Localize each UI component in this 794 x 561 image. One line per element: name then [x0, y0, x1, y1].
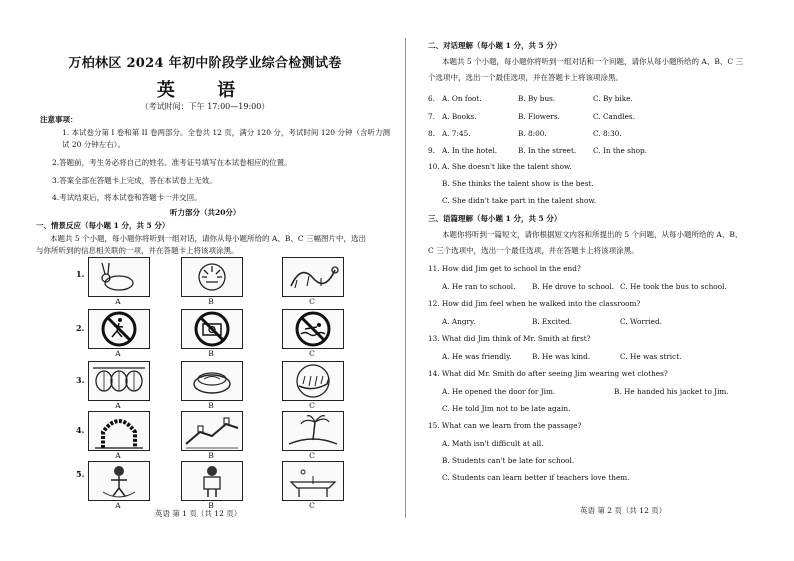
- q12-option-b: B. Excited.: [532, 317, 573, 326]
- section3-heading: 三、语篇理解（每小题 1 分，共 5 分）: [428, 214, 562, 223]
- q12-option-c: C. Worried.: [620, 317, 662, 326]
- q13-stem: 13. What did Jim think of Mr. Smith at first?: [428, 334, 591, 343]
- picture-row: [70, 359, 370, 411]
- section3-instruction: C 三个选项中，选出一个最佳选项，并在答题卡上将该项涂黑。: [428, 246, 639, 255]
- option-label: B: [208, 401, 214, 410]
- ping-pong-icon: [282, 461, 344, 501]
- section1-heading: 一、情景反应（每小题 1 分，共 5 分）: [36, 221, 170, 230]
- option-label: B: [208, 349, 214, 358]
- q14-option-a: A. He opened the door for Jim.: [442, 387, 556, 396]
- option-label: A: [115, 401, 121, 410]
- option-label: A: [115, 501, 121, 510]
- q14-option-b: B. He handed his jacket to Jim.: [614, 387, 729, 396]
- option-c: C. Candles.: [593, 112, 635, 121]
- page-divider: [405, 38, 406, 518]
- picture-row: [70, 411, 370, 463]
- q12-stem: 12. How did Jim feel when he walked into the classroom?: [428, 299, 641, 308]
- q15-stem: 15. What can we learn from the passage?: [428, 421, 582, 430]
- listening-heading: 听力部分（共20分）: [170, 208, 241, 217]
- section2-instruction: 本题共 5 个小题，每小题你将听到一组对话和一个问题，请你从每小题所给的 A、B、C 三: [442, 57, 743, 66]
- option-label: B: [208, 297, 214, 306]
- question-number: 8.: [428, 129, 435, 138]
- q13-option-a: A. He was friendly.: [442, 352, 512, 361]
- question-number: 2.: [76, 323, 85, 333]
- note-line: 1. 本试卷分第 I 卷和第 II 卷两部分。全卷共 12 页，满分 120 分，考试时间 120 分钟（含听力测: [62, 128, 390, 137]
- option-label: C: [309, 297, 315, 306]
- section1-instruction: 本题共 5 个小题，每小题你将听到一组对话，请你从每小题所给的 A、B、C 三幅图片中，选出: [50, 234, 366, 243]
- option-a: A. On foot.: [442, 94, 482, 103]
- question-number: 1.: [76, 269, 85, 279]
- option-label: A: [115, 297, 121, 306]
- dragon-boat-icon: [282, 361, 344, 401]
- q11-option-a: A. He ran to school.: [442, 282, 516, 291]
- note-line: 2.答题前，考生务必将自己的姓名、准考证号填写在本试卷相应的位置。: [52, 158, 292, 167]
- q11-stem: 11. How did Jim get to school in the end?: [428, 264, 581, 273]
- option-c: C. 8:30.: [593, 129, 622, 138]
- q11-option-c: C. He took the bus to school.: [620, 282, 727, 291]
- exam-subject: 英 语: [156, 80, 254, 101]
- picture-row: [70, 307, 370, 359]
- question-number: 3.: [76, 375, 85, 385]
- question-number: 9.: [428, 146, 435, 155]
- option-b: B. By bus.: [518, 94, 556, 103]
- q15-option-c: C. Students can learn better if teachers love them.: [442, 473, 630, 482]
- option-label: B: [208, 451, 214, 460]
- section1-instruction: 与你所听到的信息相关联的一项，并在答题卡上将该项涂黑。: [36, 246, 239, 255]
- question-number: 5.: [76, 469, 85, 479]
- section2-questions: [428, 90, 768, 170]
- q10-option-b: B. She thinks the talent show is the best.: [442, 179, 594, 188]
- question-number: 7.: [428, 112, 435, 121]
- note-line: 3.答案全部在答题卡上完成，答在本试卷上无效。: [52, 176, 217, 185]
- option-label: C: [309, 501, 315, 510]
- option-a: A. 7:45.: [442, 129, 471, 138]
- q13-option-b: B. He was kind.: [532, 352, 591, 361]
- option-a: A. In the hotel.: [442, 146, 498, 155]
- rabbit-icon: [88, 257, 150, 297]
- option-b: B. Flowers.: [518, 112, 560, 121]
- q15-option-b: B. Students can't be late for school.: [442, 456, 575, 465]
- q14-stem: 14. What did Mr. Smith do after seeing Jim wearing wet clothes?: [428, 369, 668, 378]
- q11-option-b: B. He drove to school.: [532, 282, 614, 291]
- question-number: 4.: [76, 425, 85, 435]
- page-footer-right: 英语 第 2 页（共 12 页）: [580, 506, 667, 515]
- page-footer-left: 英语 第 1 页（共 12 页）: [155, 509, 242, 518]
- q13-option-c: C. He was strict.: [620, 352, 682, 361]
- no-swimming-icon: [282, 309, 344, 349]
- option-label: A: [115, 451, 121, 460]
- question-number: 6.: [428, 94, 435, 103]
- option-c: C. In the shop.: [593, 146, 647, 155]
- great-wall-icon: [181, 411, 243, 451]
- q14-option-c: C. He told Jim not to be late again.: [442, 404, 571, 413]
- picture-row: [70, 461, 370, 513]
- option-label: C: [309, 349, 315, 358]
- boy-jumping-icon: [88, 461, 150, 501]
- section2-instruction: 个选项中，选出一个最佳选项，并在答题卡上将该项涂黑。: [428, 73, 623, 82]
- notes-heading: 注意事项：: [40, 115, 78, 124]
- exam-time: （考试时间：下午 17:00—19:00）: [140, 102, 270, 111]
- tiger-icon: [181, 257, 243, 297]
- option-c: C. By bike.: [593, 94, 633, 103]
- section3-instruction: 本题你将听到一篇短文，请你根据短文内容和所提出的 5 个问题，从每小题所给的 A、B、: [442, 230, 743, 239]
- dragon-icon: [282, 257, 344, 297]
- section2-heading: 二、对话理解（每小题 1 分，共 5 分）: [428, 41, 562, 50]
- q12-option-a: A. Angry.: [442, 317, 476, 326]
- q10-option-a: 10. A. She doesn't like the talent show.: [428, 162, 572, 171]
- arch-icon: [88, 411, 150, 451]
- option-a: A. Books.: [442, 112, 477, 121]
- no-photo-icon: [181, 309, 243, 349]
- q10-option-c: C. She didn't take part in the talent show.: [442, 196, 597, 205]
- option-label: C: [309, 401, 315, 410]
- note-line: 试 20 分钟左右）。: [62, 140, 126, 149]
- no-running-icon: [88, 309, 150, 349]
- option-label: A: [115, 349, 121, 358]
- lanterns-icon: [88, 361, 150, 401]
- picture-row: [70, 255, 370, 307]
- mooncake-icon: [181, 361, 243, 401]
- option-b: B. In the street.: [518, 146, 577, 155]
- note-line: 4.考试结束后，将本试卷和答题卡一并交回。: [52, 193, 202, 202]
- option-label: C: [309, 451, 315, 460]
- q15-option-a: A. Math isn't difficult at all.: [442, 439, 544, 448]
- island-icon: [282, 411, 344, 451]
- option-label: B: [208, 501, 214, 510]
- boy-reading-icon: [181, 461, 243, 501]
- option-b: B. 8:00.: [518, 129, 547, 138]
- exam-title: 万柏林区 2024 年初中阶段学业综合检测试卷: [68, 56, 342, 71]
